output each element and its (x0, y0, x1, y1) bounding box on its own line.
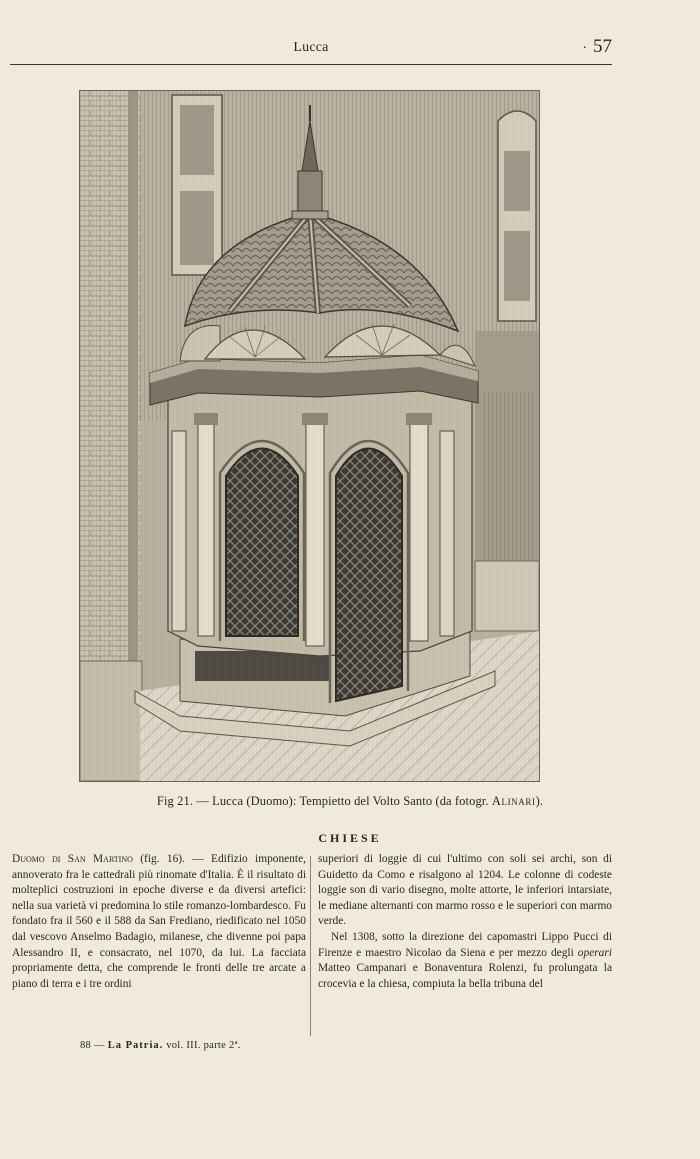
page-number: · 57 (582, 36, 612, 58)
paragraph-duomo (12, 852, 306, 992)
sheet-number: 88 — (80, 1040, 105, 1051)
paragraph-1308-part-b: Matteo Campanari e Bonaventura Rolenzi, fu prolungata la crocevia e la chiesa, compiuta la bella tribuna del (318, 962, 612, 990)
printer-signature (80, 1040, 241, 1051)
paragraph-loggie: superiori di loggie di cui l'ultimo con soli sei archi, son di Guidetto da Como e risalgono al 1204. Le colonne di codeste loggie son di vario disegno, molte attorte, le inferiori intarsiate, le mediane alternanti con marmo rosso e le superiori con marmo verde. (318, 853, 612, 928)
emphasis-operari: operari (577, 946, 612, 959)
tempietto-engraving (80, 91, 539, 781)
caption-photo-credit: Alinari (491, 794, 536, 808)
section-heading: CHIESE (318, 831, 382, 845)
running-title: Lucca (293, 40, 329, 55)
running-header (10, 36, 612, 65)
publication-title: La Patria. (107, 1040, 164, 1051)
caption-end: ). (535, 794, 544, 808)
engraving-illustration (79, 90, 540, 782)
paragraph-1308 (318, 930, 612, 992)
paragraph-1308-part-a: Nel 1308, sotto la direzione dei capomastri Lippo Pucci di Firenze e maestro Nicolao da Siena e per mezzo degli (318, 930, 612, 959)
figure-caption (10, 794, 690, 809)
entry-lead: Duomo di San Martino (12, 853, 133, 865)
text-column-right (318, 852, 612, 992)
volume-info: vol. III. parte 2ª. (166, 1040, 241, 1051)
text-column-left (12, 852, 306, 992)
caption-text: Fig 21. — Lucca (Duomo): Tempietto del Volto Santo (da fotogr. (156, 794, 489, 808)
entry-text: (fig. 16). — Edifizio imponente, annoverato fra le cattedrali più rinomate d'Italia. È il risultato di molteplici costruzioni in epoche diverse e da diversi artefici: nella sua varietà vi predomina lo stile romanzo-lombardesco. Fu fondato fra il 560 e il 588 da San Frediano, riedificato nel 1050 dal vescovo Anselmo Badagio, milanese, che divenne poi papa Alessandro II, e consacrato, nel 1070, da lui. La facciata propriamente detta, che comprende le fronti delle tre arcate a piano di terra e i tre ordini (12, 853, 306, 990)
column-divider (310, 856, 311, 1036)
